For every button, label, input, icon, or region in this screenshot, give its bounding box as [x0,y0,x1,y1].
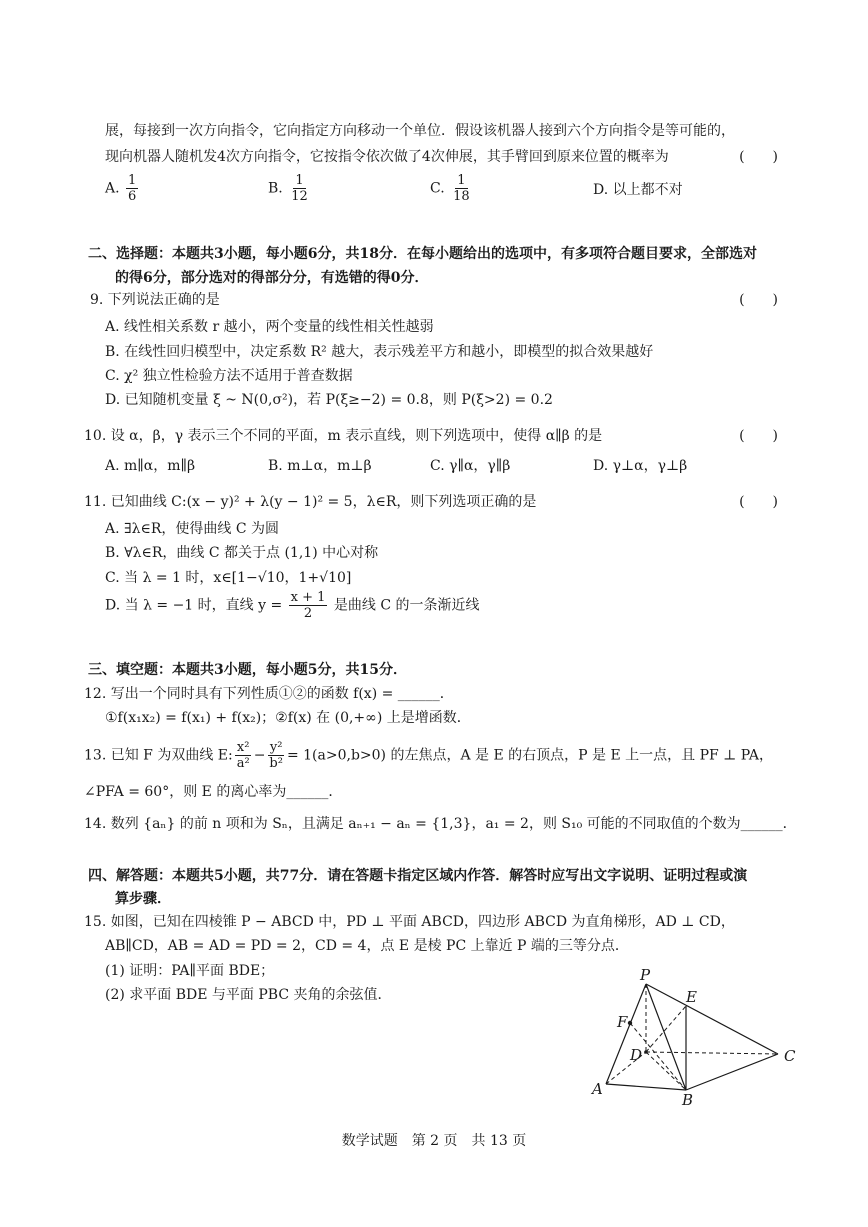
q8-option-b-den: 12 [291,189,308,204]
q12-line1: 12. 写出一个同时具有下列性质①②的函数 f(x) = ______． [84,686,454,702]
q13-fraction-x-den: a² [236,756,250,771]
q10-option-b: B. m⊥α，m⊥β [268,458,372,474]
label-p: P [640,966,651,984]
q8-option-c-den: 18 [453,189,470,204]
section2-heading-line2: 的得6分，部分选对的得部分分，有选错的得0分． [115,270,429,286]
page-footer: 数学试题 第 2 页 共 13 页 [341,1133,527,1149]
q15-subquestion-2: (2) 求平面 BDE 与平面 PBC 夹角的余弦值． [105,987,392,1003]
q11-option-d-prefix: D. 当 λ = −1 时，直线 y = [105,597,283,614]
q8-option-a-den: 6 [128,189,137,204]
q8-option-b-fraction [289,173,310,204]
q11-stem: 11. 已知曲线 C:(x − y)² + λ(y − 1)² = 5，λ∈R，则下列选项正确的是 [84,494,537,510]
point-d [644,1050,648,1054]
q10-option-d: D. γ⊥α，γ⊥β [593,458,688,474]
section4-heading-line1: 四、解答题：本题共5小题，共77分．请在答题卡指定区域内作答．解答时应写出文字说明、证明过程或演 [88,868,748,884]
q11-option-a: A. ∃λ∈R，使得曲线 C 为圆 [105,521,279,537]
label-c: C [784,1047,796,1065]
q8-option-b-label: B. [268,180,283,197]
q8-option-c-label: C. [430,180,445,197]
label-d: D [630,1046,643,1064]
q13-line2: ∠PFA = 60°，则 E 的离心率为______． [84,784,343,800]
q11-option-d-num: x + 1 [290,590,326,605]
edge-bc [686,1054,778,1090]
label-b: B [682,1091,694,1108]
q13-fraction-y-den: b² [269,756,283,771]
q11-option-b: B. ∀λ∈R，曲线 C 都关于点 (1,1) 中心对称 [105,545,379,561]
section3-heading: 三、填空题：本题共3小题，每小题5分，共15分． [88,662,407,678]
edge-dc [646,1052,778,1054]
label-e: E [686,988,697,1006]
edge-ab [606,1084,686,1090]
q15-subquestion-1: (1) 证明：PA∥平面 BDE； [105,963,275,979]
q10-option-c: C. γ∥α，γ∥β [430,458,511,474]
q8-option-a-fraction [126,173,138,204]
edge-db [646,1052,686,1090]
q11-answer-paren: ( ) [739,494,778,510]
q8-option-d: D. 以上都不对 [593,182,683,198]
q10-option-a: A. m∥α，m∥β [105,458,196,474]
q11-option-d [105,590,480,621]
q8-option-a-num: 1 [128,173,137,188]
q11-option-c: C. 当 λ = 1 时，x∈[1−√10，1+√10] [105,570,352,586]
q9-answer-paren: ( ) [739,292,778,308]
q8-answer-paren: ( ) [739,149,778,165]
edge-pc [646,984,778,1054]
section2-heading-line1: 二、选择题：本题共3小题，每小题6分，共18分．在每小题给出的选项中，有多项符合题目要求，全部选对 [88,246,757,262]
edge-pb [646,984,686,1090]
q8-line1: 展，每接到一次方向指令，它向指定方向移动一个单位．假设该机器人接到六个方向指令是等可能的， [105,123,735,139]
q9-option-c: C. χ² 独立性检验方法不适用于普查数据 [105,368,353,384]
q14-line: 14. 数列 {aₙ} 的前 n 项和为 Sₙ，且满足 aₙ₊₁ − aₙ = {1,3}，a₁ = 2，则 S₁₀ 可能的不同取值的个数为______． [84,816,797,832]
q8-option-a [105,173,140,204]
q13-suffix: = 1(a>0,b>0) 的左焦点，A 是 E 的右顶点，P 是 E 上一点，且 PF ⊥ PA， [286,747,774,764]
label-a: A [592,1080,603,1098]
q15-line1: 15. 如图，已知在四棱锥 P − ABCD 中，PD ⊥ 平面 ABCD，四边形 ABCD 为直角梯形，AD ⊥ CD， [84,914,735,930]
q13-fraction-x [235,740,252,771]
q8-line2: 现向机器人随机发4次方向指令，它按指令依次做了4次伸展，其手臂回到原来位置的概率为 [105,149,669,165]
q11-option-d-fraction [289,590,328,621]
edge-de [646,1006,686,1052]
q11-option-d-den: 2 [303,606,313,621]
q13-fraction-y [267,740,285,771]
section4-heading-line2: 算步骤． [115,891,171,907]
q15-line2: AB∥CD，AB = AD = PD = 2，CD = 4，点 E 是棱 PC 上靠近 P 端的三等分点． [105,938,629,954]
q9-option-a: A. 线性相关系数 r 越小，两个变量的线性相关性越弱 [105,319,434,335]
q13-line1 [84,740,773,771]
q8-option-b-num: 1 [295,173,304,188]
q13-prefix: 13. 已知 F 为双曲线 E: [84,747,233,764]
point-f [628,1021,632,1025]
q11-option-d-suffix: 是曲线 C 的一条渐近线 [333,597,480,614]
q10-stem: 10. 设 α，β，γ 表示三个不同的平面，m 表示直线，则下列选项中，使得 α∥β 的是 [84,428,603,444]
q8-option-c-num: 1 [457,173,466,188]
q8-option-b [268,173,312,204]
q9-option-d: D. 已知随机变量 ξ ~ N(0,σ²)，若 P(ξ≥−2) = 0.8，则 P(ξ>2) = 0.2 [105,392,553,408]
q8-option-c-fraction [451,173,472,204]
pyramid-figure [588,966,806,1108]
label-f: F [617,1013,628,1031]
q8-option-c [430,173,474,204]
q9-stem: 9. 下列说法正确的是 [90,292,220,308]
q10-answer-paren: ( ) [739,428,778,444]
q12-line2: ①f(x₁x₂) = f(x₁) + f(x₂)；②f(x) 在 (0,+∞) 上是增函数． [105,710,471,726]
q8-option-a-label: A. [105,180,120,197]
edge-pa [606,984,646,1084]
q9-option-b: B. 在线性回归模型中，决定系数 R² 越大，表示残差平方和越小，即模型的拟合效果越好 [105,344,654,360]
q13-fraction-y-num: y² [269,740,283,755]
q13-minus: − [253,747,266,764]
q13-fraction-x-num: x² [236,740,250,755]
